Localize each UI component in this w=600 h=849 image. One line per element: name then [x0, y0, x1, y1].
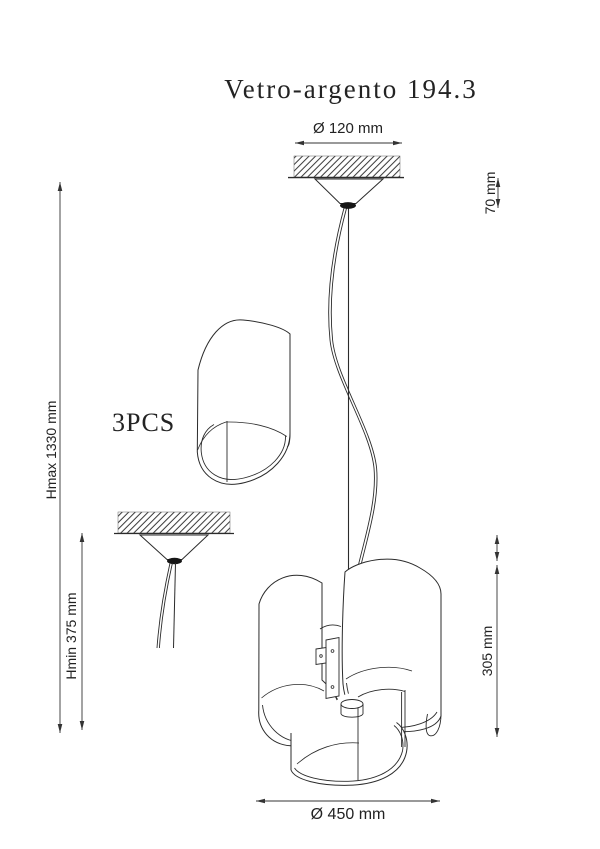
ceiling-hatch-main — [288, 156, 404, 178]
dim-label-canopy-diameter: Ø 120 mm — [312, 120, 384, 137]
ceiling-canopy-main — [315, 179, 383, 209]
page-title: Vetro-argento 194.3 — [224, 74, 478, 104]
single-shade-detail — [197, 320, 290, 484]
dim-label-min-height: Hmin 375 mm — [63, 592, 79, 680]
pieces-count-label: 3PCS — [112, 408, 176, 437]
dim-label-canopy-height: 70 mm — [482, 171, 498, 215]
dim-label-shade-height: 305 mm — [479, 625, 495, 677]
power-cord — [329, 208, 377, 571]
dim-label-fixture-diameter: Ø 450 mm — [310, 806, 386, 823]
ceiling-mount-detail — [114, 512, 234, 648]
dim-label-max-height: Hmax 1330 mm — [43, 400, 59, 500]
